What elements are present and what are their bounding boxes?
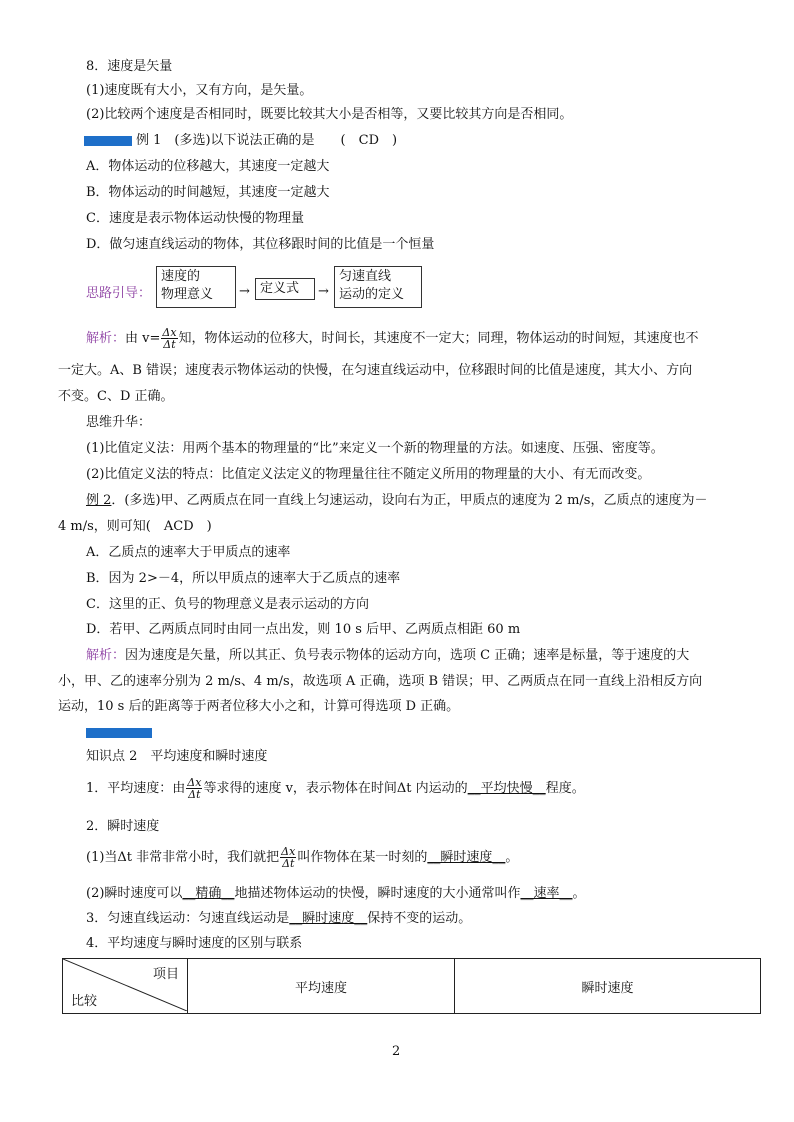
blank-answer: __瞬时速度__ [289,911,368,926]
solution-2-line-2: 小，甲、乙的速率分别为 2 m/s、4 m/s，故选项 A 正确，选项 B 错误；甲、乙两质点在同一直线上沿相反方向 [58,674,703,689]
table-header-instant: 瞬时速度 [455,959,761,1014]
think-point-2: (2)比值定义法的特点：比值定义法定义的物理量往往不随定义所用的物理量的大小、有无而改变。 [86,467,651,482]
solution-1-line-1 [86,324,699,354]
hint-box-definition-line1: 匀速直线 [339,269,392,284]
item-1-post: 程度。 [545,781,585,796]
hint-box-definition [334,266,422,308]
item-3-pre: 3．匀速直线运动：匀速直线运动是 [86,911,290,926]
hint-label: 思路引导： [86,286,152,301]
section-8-point-1: (1)速度既有大小，又有方向，是矢量。 [86,83,313,98]
knowledge-2-item-4: 4．平均速度与瞬时速度的区别与联系 [86,936,303,951]
example-2-stem-line-1 [86,492,707,510]
knowledge-2-item-2: 2．瞬时速度 [86,819,160,834]
example-1-option-a: A．物体运动的位移越大，其速度一定越大 [86,159,330,174]
solution-1-line-3: 不变。C、D 正确。 [58,389,174,404]
fraction-denominator: Δt [282,857,295,870]
hint-box-formula [255,278,315,300]
comparison-table [62,958,761,1014]
fraction-denominator: Δt [188,788,201,801]
example-2-option-d: D．若甲、乙两质点同时由同一点出发，则 10 s 后甲、乙两质点相距 60 m [86,622,521,637]
arrow-right-icon: → [239,284,250,299]
example-2-option-c: C．这里的正、负号的物理意义是表示运动的方向 [86,597,369,612]
fraction [186,777,202,800]
fraction [280,846,296,869]
blank-answer: __精确__ [182,886,235,901]
corner-bottom-label: 比较 [71,994,98,1009]
hint-box-formula-label: 定义式 [260,281,300,296]
example-2-option-b: B．因为 2>－4，所以甲质点的速率大于乙质点的速率 [86,571,401,586]
solution-1-pre: 由 v= [125,331,161,346]
example-1-option-d: D．做匀速直线运动的物体，其位移跟时间的比值是一个恒量 [86,237,435,252]
hint-box-meaning [156,266,236,308]
fraction-denominator: Δt [163,338,176,351]
item-1-pre: 1．平均速度：由 [86,781,186,796]
think-point-1: (1)比值定义法：用两个基本的物理量的“比”来定义一个新的物理量的方法。如速度、压强、密度等。 [86,441,664,456]
knowledge-2-item-3 [86,910,471,928]
solution-1-post: 知，物体运动的位移大，时间长，其速度不一定大；同理，物体运动的时间短，其速度也不 [178,331,699,346]
example-2-stem-text: ．(多选)甲、乙两质点在同一直线上匀速运动，设向右为正，甲质点的速度为 2 m/s，乙质点的速度为－ [111,493,708,508]
table-corner-cell [63,959,188,1014]
blank-answer: __平均快慢__ [467,781,546,796]
solution-2-line-3: 运动，10 s 后的距离等于两者位移大小之和，计算可得选项 D 正确。 [58,699,460,714]
item-2a-post: 。 [505,850,519,865]
example-1-option-c: C．速度是表示物体运动快慢的物理量 [86,211,304,226]
example-badge-icon [84,136,132,146]
section-8-title: 8．速度是矢量 [86,59,173,74]
fraction-numerator: Δx [281,845,296,858]
example-2-stem-line-2: 4 m/s，则可知( ACD ) [58,519,212,534]
solution-label: 解析： [86,331,126,346]
item-2a-mid: 叫作物体在某一时刻的 [297,850,428,865]
hint-box-meaning-line1: 速度的 [161,269,201,284]
knowledge-2-item-2b [86,885,585,903]
item-1-mid: 等求得的速度 v，表示物体在时间Δt 内运动的 [203,781,468,796]
solution-1-line-2: 一定大。A、B 错误；速度表示物体运动的快慢，在匀速直线运动中，位移跟时间的比值是速度，其大小、方向 [58,363,693,378]
knowledge-badge-icon [86,728,152,738]
table-header-row [63,959,761,1014]
blank-answer: __瞬时速度__ [427,850,506,865]
example-1-option-b: B．物体运动的时间越短，其速度一定越大 [86,185,330,200]
solution-2-text: 因为速度是矢量，所以其正、负号表示物体的运动方向，选项 C 正确；速率是标量，等于速度的大 [125,648,690,663]
knowledge-2-item-2a [86,843,518,873]
example-1-stem: 例 1 (多选)以下说法正确的是 ( CD ) [136,133,398,148]
knowledge-2-item-1 [86,774,585,804]
arrow-right-icon: → [318,284,329,299]
page-number: 2 [392,1044,401,1059]
fraction-numerator: Δx [187,776,202,789]
fraction [161,327,177,350]
hint-box-meaning-line2: 物理意义 [161,287,214,302]
solution-2-line-1 [86,647,689,665]
item-2b-pre: (2)瞬时速度可以 [86,886,183,901]
table-header-average: 平均速度 [188,959,455,1014]
blank-answer: __速率__ [520,886,573,901]
example-2-option-a: A．乙质点的速率大于甲质点的速率 [86,545,291,560]
item-2a-pre: (1)当Δt 非常非常小时，我们就把 [86,850,280,865]
example-2-label: 例 2 [86,493,112,508]
item-2b-mid: 地描述物体运动的快慢，瞬时速度的大小通常叫作 [234,886,521,901]
item-2b-post: 。 [572,886,586,901]
fraction-numerator: Δx [162,326,177,339]
corner-top-label: 项目 [152,967,179,982]
think-title: 思维升华： [86,415,152,430]
hint-box-definition-line2: 运动的定义 [339,287,405,302]
item-3-post: 保持不变的运动。 [367,911,472,926]
section-8-point-2: (2)比较两个速度是否相同时，既要比较其大小是否相等，又要比较其方向是否相同。 [86,107,573,122]
knowledge-2-title: 知识点 2 平均速度和瞬时速度 [86,749,268,764]
solution-label: 解析： [86,648,126,663]
